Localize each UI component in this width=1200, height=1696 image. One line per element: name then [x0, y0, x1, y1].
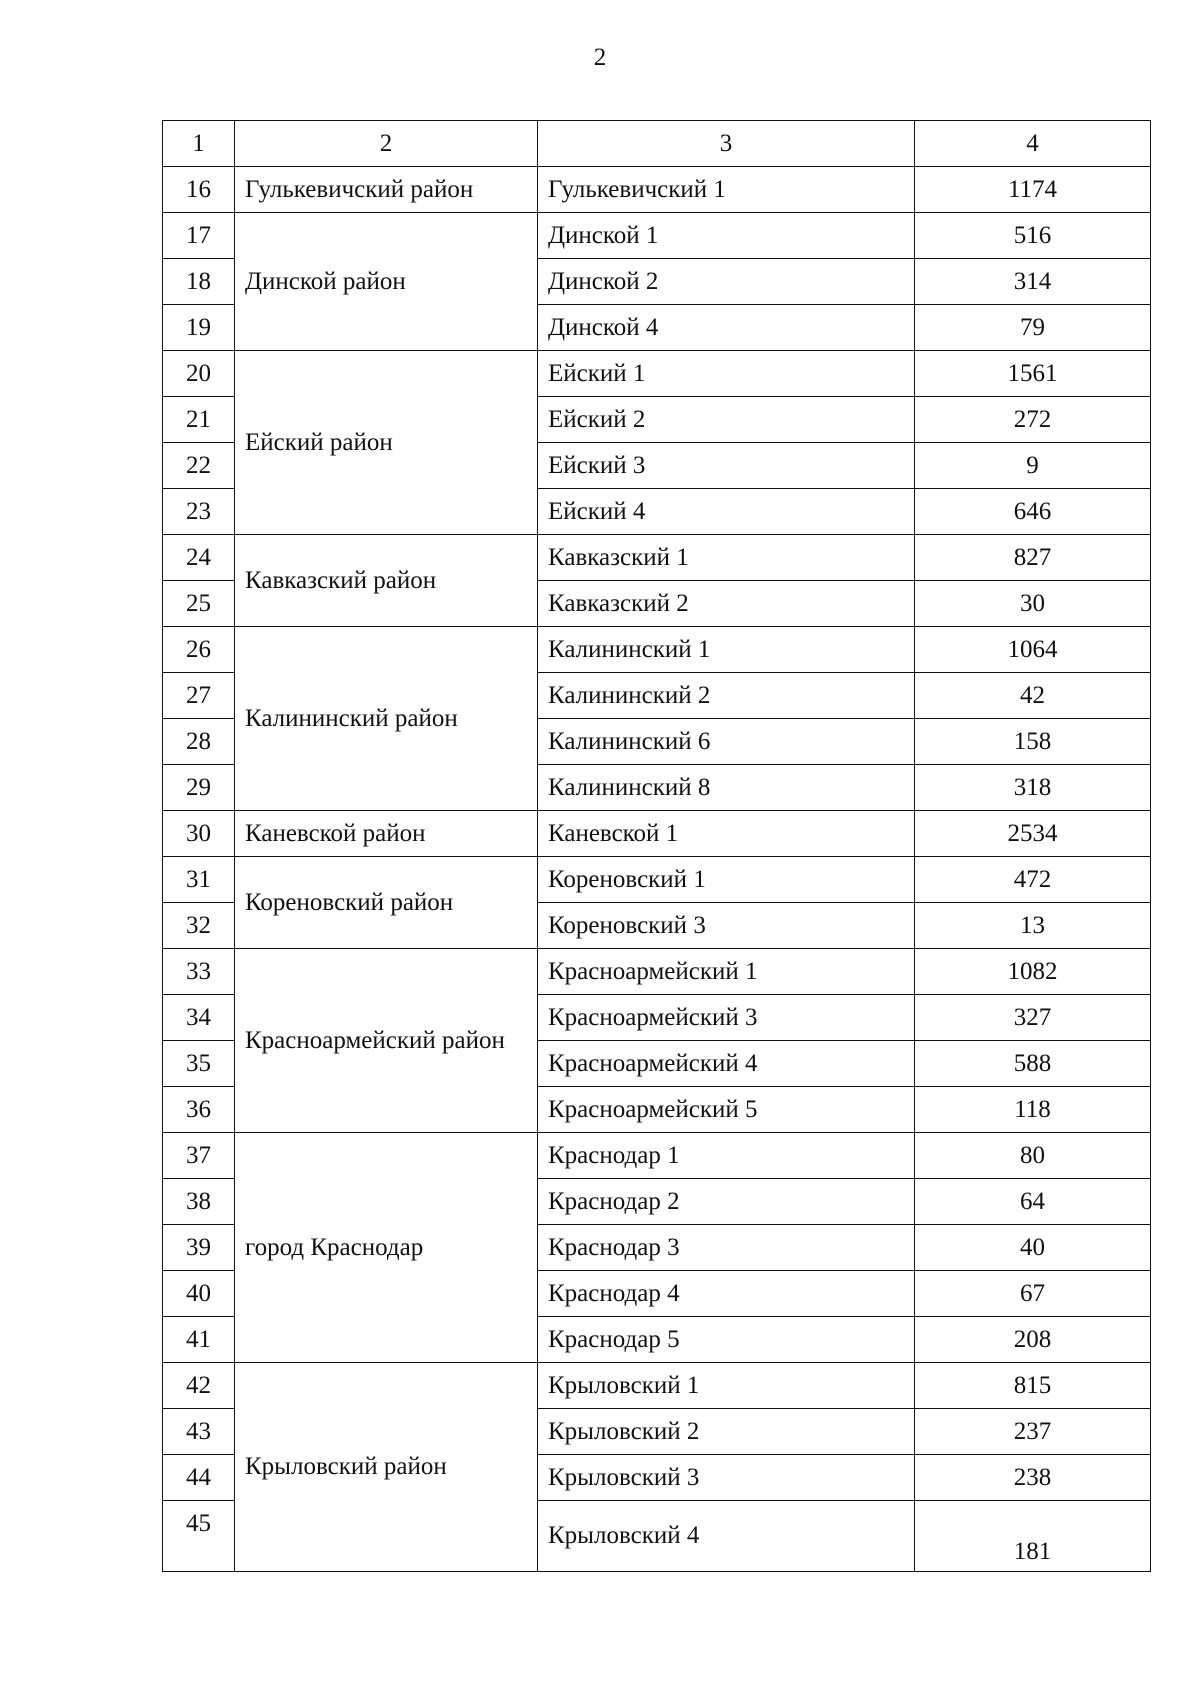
header-cell-3: 3: [538, 121, 915, 167]
station-cell: Кавказский 2: [538, 581, 915, 627]
table-row: [163, 949, 1151, 995]
value-cell: 42: [915, 673, 1151, 719]
row-number-cell: 20: [163, 351, 235, 397]
row-number-cell: 25: [163, 581, 235, 627]
row-number-cell: 17: [163, 213, 235, 259]
value-cell: 827: [915, 535, 1151, 581]
table-row: [163, 857, 1151, 903]
row-number-cell: 30: [163, 811, 235, 857]
row-number-cell: 16: [163, 167, 235, 213]
table-row: [163, 627, 1151, 673]
header-cell-1: 1: [163, 121, 235, 167]
station-cell: Калининский 2: [538, 673, 915, 719]
station-cell: Гулькевичский 1: [538, 167, 915, 213]
value-cell: 238: [915, 1455, 1151, 1501]
station-cell: Ейский 1: [538, 351, 915, 397]
station-cell: Краснодар 4: [538, 1271, 915, 1317]
row-number-cell: 43: [163, 1409, 235, 1455]
value-cell: 1064: [915, 627, 1151, 673]
table-row: [163, 1363, 1151, 1409]
value-cell: 1561: [915, 351, 1151, 397]
station-cell: Красноармейский 1: [538, 949, 915, 995]
row-number-cell: 40: [163, 1271, 235, 1317]
station-cell: Красноармейский 5: [538, 1087, 915, 1133]
row-number-cell: 39: [163, 1225, 235, 1271]
row-number-cell: 33: [163, 949, 235, 995]
station-cell: Красноармейский 3: [538, 995, 915, 1041]
value-cell: 118: [915, 1087, 1151, 1133]
row-number-cell: 31: [163, 857, 235, 903]
header-cell-2: 2: [235, 121, 538, 167]
value-cell: 327: [915, 995, 1151, 1041]
station-cell: Крыловский 2: [538, 1409, 915, 1455]
station-cell: Краснодар 1: [538, 1133, 915, 1179]
row-number-cell: 32: [163, 903, 235, 949]
value-cell: 1082: [915, 949, 1151, 995]
table-row: [163, 1133, 1151, 1179]
table-header-row: [163, 121, 1151, 167]
district-cell: Динской район: [235, 213, 538, 351]
row-number-cell: 34: [163, 995, 235, 1041]
value-cell: 67: [915, 1271, 1151, 1317]
value-cell: 237: [915, 1409, 1151, 1455]
station-cell: Кореновский 3: [538, 903, 915, 949]
table-row: [163, 213, 1151, 259]
station-cell: Краснодар 2: [538, 1179, 915, 1225]
row-number-cell: 26: [163, 627, 235, 673]
value-cell: 646: [915, 489, 1151, 535]
district-cell: Крыловский район: [235, 1363, 538, 1572]
station-cell: Динской 2: [538, 259, 915, 305]
table-body: [163, 121, 1151, 1572]
row-number-cell: 22: [163, 443, 235, 489]
station-cell: Ейский 4: [538, 489, 915, 535]
value-cell: 30: [915, 581, 1151, 627]
value-cell: 516: [915, 213, 1151, 259]
district-cell: Гулькевичский район: [235, 167, 538, 213]
row-number-cell: 21: [163, 397, 235, 443]
station-cell: Краснодар 5: [538, 1317, 915, 1363]
row-number-cell: 42: [163, 1363, 235, 1409]
district-cell: Красноармейский район: [235, 949, 538, 1133]
station-cell: Калининский 1: [538, 627, 915, 673]
station-cell: Ейский 3: [538, 443, 915, 489]
value-cell: 472: [915, 857, 1151, 903]
district-cell: город Краснодар: [235, 1133, 538, 1363]
value-cell: 158: [915, 719, 1151, 765]
table-row: [163, 167, 1151, 213]
station-cell: Крыловский 3: [538, 1455, 915, 1501]
station-cell: Красноармейский 4: [538, 1041, 915, 1087]
table-row: [163, 535, 1151, 581]
value-cell: 9: [915, 443, 1151, 489]
district-cell: Кореновский район: [235, 857, 538, 949]
row-number-cell: 23: [163, 489, 235, 535]
row-number-cell: 27: [163, 673, 235, 719]
station-cell: Кореновский 1: [538, 857, 915, 903]
value-cell: 181: [915, 1501, 1151, 1572]
value-cell: 79: [915, 305, 1151, 351]
station-cell: Калининский 6: [538, 719, 915, 765]
row-number-cell: 36: [163, 1087, 235, 1133]
value-cell: 314: [915, 259, 1151, 305]
header-cell-4: 4: [915, 121, 1151, 167]
row-number-cell: 44: [163, 1455, 235, 1501]
station-cell: Динской 1: [538, 213, 915, 259]
row-number-cell: 38: [163, 1179, 235, 1225]
station-cell: Динской 4: [538, 305, 915, 351]
district-cell: Каневской район: [235, 811, 538, 857]
value-cell: 588: [915, 1041, 1151, 1087]
value-cell: 1174: [915, 167, 1151, 213]
value-cell: 13: [915, 903, 1151, 949]
row-number-cell: 35: [163, 1041, 235, 1087]
station-cell: Каневской 1: [538, 811, 915, 857]
row-number-cell: 19: [163, 305, 235, 351]
row-number-cell: 28: [163, 719, 235, 765]
row-number-cell: 41: [163, 1317, 235, 1363]
station-cell: Ейский 2: [538, 397, 915, 443]
data-table: [162, 120, 1151, 1572]
station-cell: Кавказский 1: [538, 535, 915, 581]
station-cell: Калининский 8: [538, 765, 915, 811]
row-number-cell: 24: [163, 535, 235, 581]
row-number-cell: 45: [163, 1501, 235, 1572]
value-cell: 815: [915, 1363, 1151, 1409]
station-cell: Краснодар 3: [538, 1225, 915, 1271]
table-row: [163, 811, 1151, 857]
value-cell: 64: [915, 1179, 1151, 1225]
value-cell: 208: [915, 1317, 1151, 1363]
value-cell: 2534: [915, 811, 1151, 857]
station-cell: Крыловский 4: [538, 1501, 915, 1572]
district-cell: Кавказский район: [235, 535, 538, 627]
district-cell: Калининский район: [235, 627, 538, 811]
value-cell: 80: [915, 1133, 1151, 1179]
value-cell: 40: [915, 1225, 1151, 1271]
row-number-cell: 29: [163, 765, 235, 811]
page-number: 2: [593, 44, 607, 71]
row-number-cell: 18: [163, 259, 235, 305]
value-cell: 272: [915, 397, 1151, 443]
station-cell: Крыловский 1: [538, 1363, 915, 1409]
district-cell: Ейский район: [235, 351, 538, 535]
value-cell: 318: [915, 765, 1151, 811]
table-row: [163, 351, 1151, 397]
row-number-cell: 37: [163, 1133, 235, 1179]
